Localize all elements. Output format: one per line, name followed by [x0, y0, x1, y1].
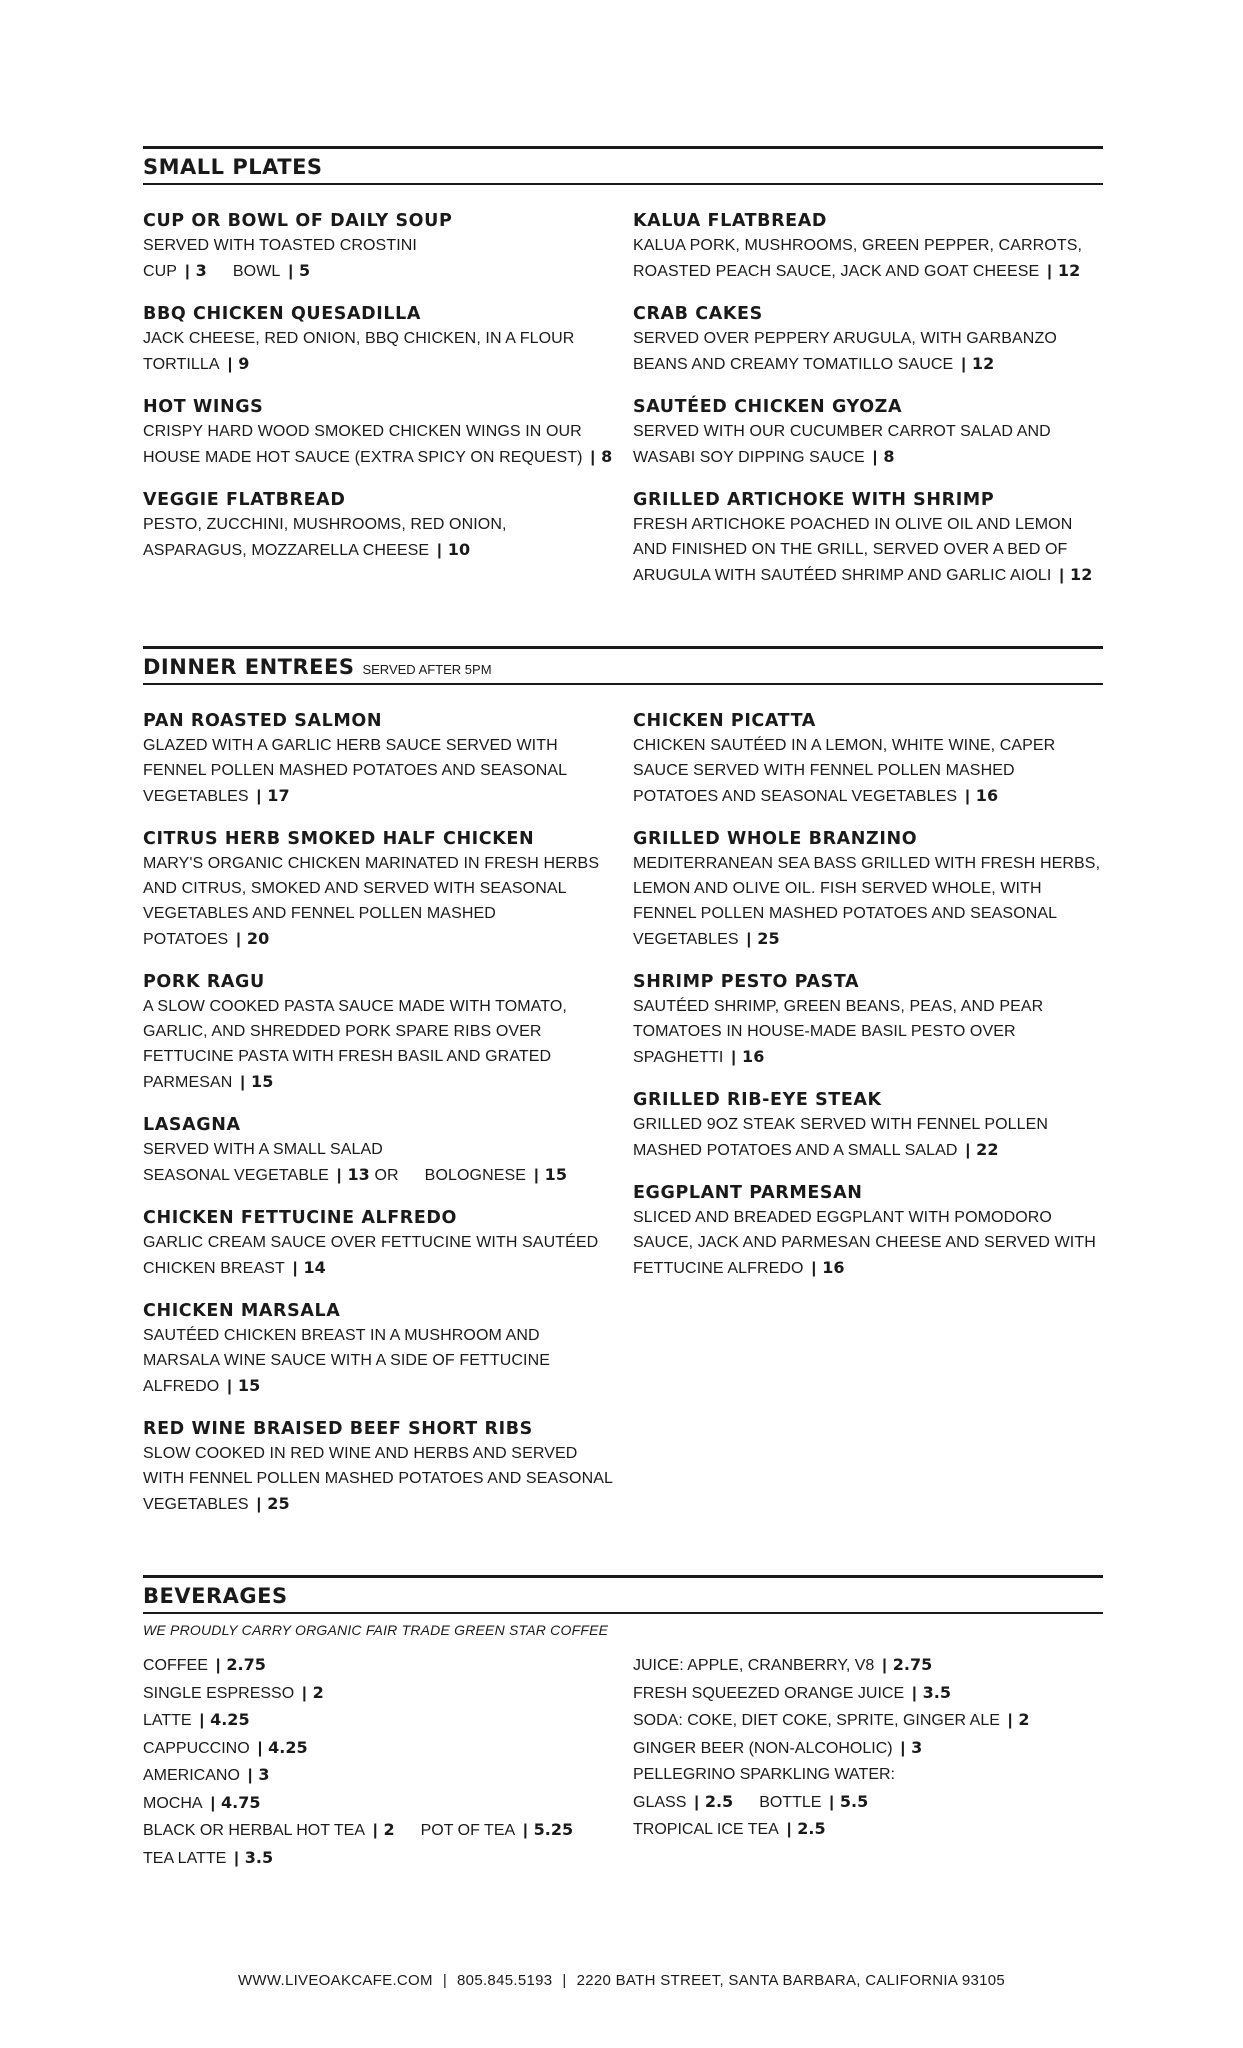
price-separator: | [336, 1167, 342, 1184]
price: 5 [299, 261, 311, 280]
section-header [143, 146, 1103, 185]
footer-separator: | [562, 1972, 567, 1989]
price: 4.25 [268, 1737, 308, 1757]
description-text: SAUTÉED CHICKEN BREAST IN A MUSHROOM AND MARSALA WINE SAUCE WITH A SIDE OF FETTUCINE ALFREDO [143, 1327, 551, 1395]
price-separator: | [882, 1657, 887, 1674]
price: 8 [601, 447, 613, 466]
beverage-item [633, 1762, 1103, 1789]
option-label: SEASONAL VEGETABLE [143, 1167, 329, 1184]
price-separator: | [302, 1684, 307, 1702]
price: 4.25 [210, 1710, 250, 1729]
description-text: MARY'S ORGANIC CHICKEN MARINATED IN FRESH HERBS AND CITRUS, SMOKED AND SERVED WITH SEASONAL VEGETABLES AND FENNEL POLLEN MASHED POTATOES [143, 855, 600, 948]
description-text: CRISPY HARD WOOD SMOKED CHICKEN WINGS IN OUR HOUSE MADE HOT SAUCE (EXTRA SPICY ON REQUEST) [143, 423, 583, 466]
description-text: SERVED WITH A SMALL SALAD [143, 1141, 383, 1158]
price-separator: | [961, 356, 966, 373]
item-description [143, 1441, 613, 1517]
price: 15 [251, 1072, 274, 1091]
price-separator: | [1047, 263, 1052, 280]
beverage-item [143, 1680, 613, 1708]
option-label: SINGLE ESPRESSO [143, 1684, 295, 1702]
price: 15 [237, 1376, 261, 1395]
price-separator: | [199, 1712, 205, 1729]
description-text: GRILLED 9OZ STEAK SERVED WITH FENNEL POLLEN MASHED POTATOES AND A SMALL SALAD [633, 1116, 1049, 1159]
price-separator: | [257, 1739, 263, 1757]
menu-item [633, 488, 1103, 588]
footer-address: 2220 BATH STREET, SANTA BARBARA, CALIFORNIA 93105 [576, 1972, 1006, 1989]
item-name: KALUA FLATBREAD [633, 211, 828, 231]
price-separator: | [900, 1739, 906, 1757]
beverage-item [143, 1707, 613, 1735]
beverage-item [633, 1789, 1103, 1817]
menu-item [143, 1113, 613, 1188]
price: 9 [238, 354, 250, 373]
price: 3 [258, 1765, 270, 1784]
price: 10 [447, 540, 471, 559]
menu-item [143, 302, 613, 377]
beverage-item [633, 1707, 1103, 1735]
left-column [143, 209, 613, 606]
menu-page [143, 146, 1103, 1912]
item-name: EGGPLANT PARMESAN [633, 1183, 863, 1203]
price: 5.5 [839, 1791, 869, 1811]
option-label: MOCHA [143, 1794, 203, 1812]
option-label: FRESH SQUEEZED ORANGE JUICE [633, 1684, 905, 1702]
right-column [633, 1652, 1103, 1872]
item-description [633, 1205, 1103, 1281]
item-description [633, 1112, 1103, 1163]
menu-item [633, 709, 1103, 809]
price: 3.5 [922, 1682, 951, 1702]
price-separator: | [185, 263, 190, 280]
menu-item [633, 970, 1103, 1070]
footer-separator: | [442, 1972, 448, 1989]
description-text: PESTO, ZUCCHINI, MUSHROOMS, RED ONION, ASPARAGUS, MOZZARELLA CHEESE [143, 516, 507, 559]
beverage-item [633, 1652, 1103, 1680]
price: 20 [246, 929, 270, 948]
item-description [143, 326, 613, 377]
item-name: CHICKEN PICATTA [633, 711, 816, 731]
item-name: VEGGIE FLATBREAD [143, 490, 346, 510]
option-label: POT OF TEA [420, 1822, 516, 1839]
menu-item [143, 1299, 613, 1399]
menu-item [143, 709, 613, 809]
beverage-item [633, 1816, 1103, 1844]
price-separator: | [694, 1793, 699, 1811]
left-column [143, 1652, 613, 1872]
item-name: RED WINE BRAISED BEEF SHORT RIBS [143, 1419, 533, 1439]
right-column [633, 209, 1103, 606]
price-separator: | [523, 1822, 528, 1839]
price-separator: | [227, 356, 233, 373]
price-separator: | [210, 1794, 216, 1812]
menu-item [633, 395, 1103, 470]
menu-item [633, 302, 1103, 377]
description-text: SERVED OVER PEPPERY ARUGULA, WITH GARBANZO BEANS AND CREAMY TOMATILLO SAUCE [633, 330, 1057, 373]
item-name: PAN ROASTED SALMON [143, 711, 383, 731]
small-plates-section [143, 146, 1103, 606]
item-description [633, 233, 1103, 284]
item-description [633, 994, 1103, 1070]
price: 5.25 [533, 1820, 574, 1839]
option-label: GINGER BEER (NON-ALCOHOLIC) [633, 1739, 893, 1757]
price-separator: | [811, 1260, 817, 1277]
option-label: TROPICAL ICE TEA [633, 1821, 779, 1838]
menu-item [143, 827, 613, 952]
item-description [633, 512, 1103, 588]
item-name: GRILLED RIB-EYE STEAK [633, 1090, 882, 1110]
item-name: GRILLED WHOLE BRANZINO [633, 829, 918, 849]
menu-item [143, 488, 613, 563]
item-description [143, 851, 613, 952]
menu-columns [143, 209, 1103, 606]
beverage-item [143, 1735, 613, 1763]
price-separator: | [786, 1821, 792, 1838]
price-separator: | [590, 449, 596, 466]
price-separator: | [437, 542, 442, 559]
left-column [143, 709, 613, 1535]
description-text: SAUTÉED SHRIMP, GREEN BEANS, PEAS, AND PEAR TOMATOES IN HOUSE-MADE BASIL PESTO OVER SPAGHETTI [633, 998, 1044, 1066]
footer-phone[interactable]: 805.845.5193 [457, 1972, 553, 1989]
description-text: GARLIC CREAM SAUCE OVER FETTUCINE WITH SAUTÉED CHICKEN BREAST [143, 1234, 599, 1277]
item-name: CHICKEN MARSALA [143, 1301, 341, 1321]
menu-columns [143, 709, 1103, 1535]
price: 2.5 [797, 1819, 826, 1838]
price: 14 [303, 1258, 326, 1277]
price: 3 [911, 1737, 923, 1757]
price: 2 [383, 1820, 395, 1839]
option-label: BOTTLE [759, 1793, 822, 1811]
price: 2.75 [892, 1655, 933, 1674]
item-name: LASAGNA [143, 1115, 241, 1135]
price: 22 [976, 1140, 999, 1159]
item-name: HOT WINGS [143, 397, 264, 417]
menu-item [143, 1206, 613, 1281]
item-description [633, 733, 1103, 809]
dinner-entrees-section [143, 646, 1103, 1535]
price: 17 [267, 786, 290, 805]
price-separator: | [288, 263, 294, 280]
price: 2 [312, 1682, 324, 1702]
price-separator: | [292, 1260, 298, 1277]
price: 12 [1070, 565, 1093, 584]
price: 13 [347, 1165, 370, 1184]
item-name: CHICKEN FETTUCINE ALFREDO [143, 1208, 458, 1228]
item-name: BBQ CHICKEN QUESADILLA [143, 304, 422, 324]
item-description [633, 419, 1103, 470]
section-note: SERVED AFTER 5PM [362, 662, 492, 677]
beverages-section [143, 1575, 1103, 1872]
price-separator: | [1059, 567, 1064, 584]
description-text: SLICED AND BREADED EGGPLANT WITH POMODORO SAUCE, JACK AND PARMESAN CHEESE AND SERVED WITH FETTUCINE ALFREDO [633, 1209, 1096, 1277]
description-text: FRESH ARTICHOKE POACHED IN OLIVE OIL AND LEMON AND FINISHED ON THE GRILL, SERVED OVER A BED OF ARUGULA WITH SAUTÉED SHRIMP AND GARLIC AIOLI [633, 516, 1073, 584]
menu-item [633, 1088, 1103, 1163]
option-suffix: OR [369, 1167, 399, 1184]
beverage-item [143, 1762, 613, 1790]
price: 3.5 [244, 1847, 274, 1867]
item-description [143, 1230, 613, 1281]
item-description [143, 733, 613, 809]
price: 16 [741, 1047, 765, 1066]
beverage-item [143, 1652, 613, 1680]
option-label: TEA LATTE [143, 1849, 227, 1867]
price-separator: | [872, 449, 878, 466]
price: 3 [195, 261, 207, 280]
beverage-columns [143, 1652, 1103, 1872]
price-separator: | [215, 1657, 221, 1674]
option-label: BOWL [232, 263, 281, 280]
section-header [143, 646, 1103, 685]
description-text: A SLOW COOKED PASTA SAUCE MADE WITH TOMATO, GARLIC, AND SHREDDED PORK SPARE RIBS OVER FETTUCINE PASTA WITH FRESH BASIL AND GRATED PARMESAN [143, 998, 567, 1091]
item-name: SAUTÉED CHICKEN GYOZA [633, 397, 903, 417]
section-subtitle: WE PROUDLY CARRY ORGANIC FAIR TRADE GREEN STAR COFFEE [143, 1622, 609, 1638]
price-separator: | [912, 1684, 917, 1702]
price-separator: | [234, 1849, 239, 1867]
right-column [633, 709, 1103, 1535]
price: 16 [975, 786, 999, 805]
price-separator: | [256, 788, 262, 805]
price: 25 [757, 929, 780, 948]
price-separator: | [236, 931, 241, 948]
description-text: KALUA PORK, MUSHROOMS, GREEN PEPPER, CARROTS, ROASTED PEACH SAUCE, JACK AND GOAT CHEESE [633, 237, 1083, 280]
price: 25 [267, 1494, 290, 1513]
description-text: GLAZED WITH A GARLIC HERB SAUCE SERVED WITH FENNEL POLLEN MASHED POTATOES AND SEASONAL VEGETABLES [143, 737, 567, 805]
price: 8 [883, 447, 895, 466]
item-name: CRAB CAKES [633, 304, 763, 324]
price: 12 [1057, 261, 1081, 280]
beverage-item [143, 1790, 613, 1818]
footer [0, 1972, 1243, 1989]
item-description [143, 512, 613, 563]
option-label: CUP [143, 263, 178, 280]
menu-item [143, 209, 613, 284]
menu-item [143, 395, 613, 470]
price: 16 [822, 1258, 845, 1277]
menu-item [143, 1417, 613, 1517]
section-header [143, 1575, 1103, 1614]
option-label: SODA: COKE, DIET COKE, SPRITE, GINGER ALE [633, 1712, 1000, 1729]
price-separator: | [965, 1142, 971, 1159]
item-description [143, 1137, 613, 1188]
price: 4.75 [221, 1792, 261, 1812]
description-text: JACK CHEESE, RED ONION, BBQ CHICKEN, IN A FLOUR TORTILLA [143, 330, 575, 373]
item-name: CITRUS HERB SMOKED HALF CHICKEN [143, 829, 535, 849]
price-separator: | [227, 1378, 232, 1395]
item-description [633, 326, 1103, 377]
menu-item [633, 209, 1103, 284]
option-label: JUICE: APPLE, CRANBERRY, V8 [633, 1657, 875, 1674]
price: 15 [544, 1165, 568, 1184]
section-title: BEVERAGES [143, 1584, 288, 1608]
item-description [143, 1323, 613, 1399]
description-text: SLOW COOKED IN RED WINE AND HERBS AND SERVED WITH FENNEL POLLEN MASHED POTATOES AND SEASONAL VEGETABLES [143, 1445, 613, 1513]
price-separator: | [965, 788, 970, 805]
option-label: BLACK OR HERBAL HOT TEA [143, 1822, 365, 1839]
price-separator: | [240, 1074, 245, 1091]
price: 12 [971, 354, 995, 373]
item-name: CUP OR BOWL OF DAILY SOUP [143, 211, 453, 231]
price: 2 [1018, 1710, 1030, 1729]
price-separator: | [746, 931, 752, 948]
description-text: SERVED WITH OUR CUCUMBER CARROT SALAD AND WASABI SOY DIPPING SAUCE [633, 423, 1051, 466]
option-label: AMERICANO [143, 1767, 240, 1784]
description-text: SERVED WITH TOASTED CROSTINI [143, 237, 417, 254]
menu-item [633, 827, 1103, 952]
item-description [143, 419, 613, 470]
item-description [633, 851, 1103, 952]
option-label: LATTE [143, 1712, 192, 1729]
beverage-item [633, 1735, 1103, 1763]
option-label: PELLEGRINO SPARKLING WATER: [633, 1766, 895, 1783]
price-separator: | [256, 1496, 262, 1513]
price-separator: | [731, 1049, 736, 1066]
section-title: SMALL PLATES [143, 155, 323, 179]
menu-item [633, 1181, 1103, 1281]
price: 2.5 [704, 1791, 734, 1811]
beverage-item [143, 1817, 613, 1845]
menu-item [143, 970, 613, 1095]
price-separator: | [1007, 1712, 1013, 1729]
description-text: CHICKEN SAUTÉED IN A LEMON, WHITE WINE, CAPER SAUCE SERVED WITH FENNEL POLLEN MASHED POTATOES AND SEASONAL VEGETABLES [633, 737, 1056, 805]
beverage-item [143, 1845, 613, 1873]
price-separator: | [247, 1767, 253, 1784]
item-name: GRILLED ARTICHOKE WITH SHRIMP [633, 490, 995, 510]
section-title: DINNER ENTREES [143, 655, 355, 679]
option-label: COFFEE [143, 1657, 208, 1674]
description-text: MEDITERRANEAN SEA BASS GRILLED WITH FRESH HERBS, LEMON AND OLIVE OIL. FISH SERVED WHOLE, WITH FENNEL POLLEN MASHED POTATOES AND SEASONAL VEGETABLES [633, 855, 1101, 948]
item-description [143, 994, 613, 1095]
price-separator: | [373, 1822, 378, 1839]
beverage-item [633, 1680, 1103, 1708]
option-label: GLASS [633, 1793, 687, 1811]
price-separator: | [534, 1167, 539, 1184]
price-separator: | [829, 1793, 834, 1811]
price: 2.75 [226, 1655, 266, 1674]
option-label: CAPPUCCINO [143, 1739, 250, 1757]
footer-website[interactable]: WWW.LIVEOAKCAFE.COM [237, 1972, 433, 1989]
item-description [143, 233, 613, 284]
item-name: SHRIMP PESTO PASTA [633, 972, 860, 992]
option-label: BOLOGNESE [424, 1167, 527, 1184]
item-name: PORK RAGU [143, 972, 265, 992]
